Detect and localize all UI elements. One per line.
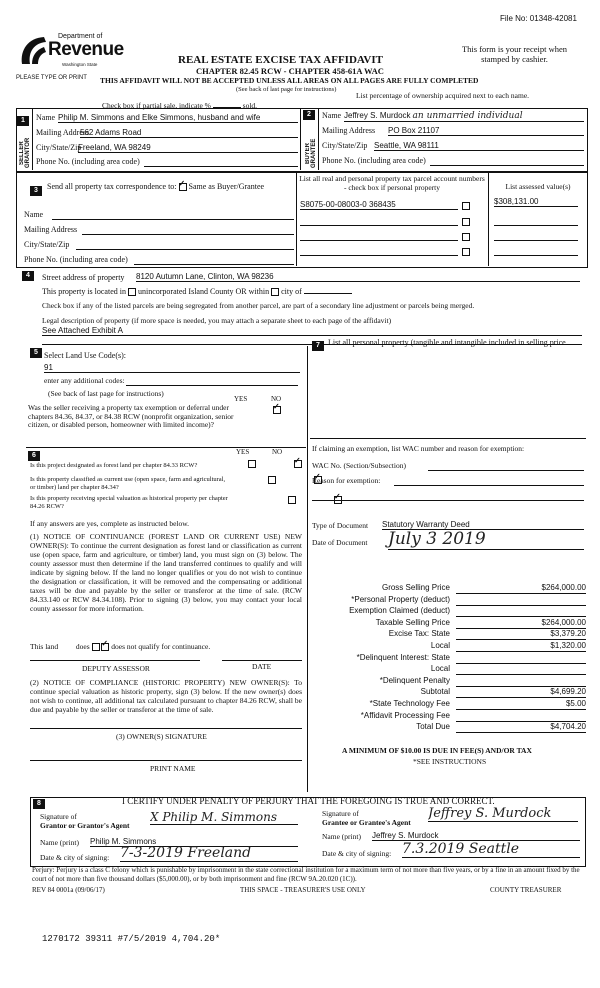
calc-row <box>318 595 586 606</box>
calc-row-label: *Personal Property (deduct) <box>351 594 450 604</box>
see-instructions: *SEE INSTRUCTIONS <box>413 757 487 766</box>
land-use-yes-header: YES <box>234 395 248 403</box>
revenue-logo-icon <box>18 34 50 68</box>
additional-codes-field[interactable] <box>126 376 298 386</box>
assessed-header: List assessed value(s) <box>505 182 571 191</box>
calc-row <box>318 606 586 617</box>
grantee-sig-label-2: Grantee or Grantee's Agent <box>322 818 411 827</box>
corr-name-label: Name <box>24 210 44 219</box>
does-not-label: does not <box>111 642 137 651</box>
buyer-mailing-field[interactable]: PO Box 21107 <box>388 126 584 136</box>
assessed-4-field[interactable] <box>494 246 578 256</box>
buyer-name-field[interactable] <box>344 111 584 122</box>
center-divider <box>307 346 308 792</box>
corr-city-field[interactable] <box>76 240 294 250</box>
s6-notice1: (1) NOTICE OF CONTINUANCE (FOREST LAND OR CURRENT USE) NEW OWNER(S): To continue the current designation as forest land or classification as current use (open space, farm and agriculture, or timber) land, you must sign on (3) below. The county assessor must then determine if the land transferred continues to qualify and will indicate by signing below. If the land no longer qualifies or you do not wish to continue the designation or classification, it will be removed and the compensating or additional taxes will be due and payable by the seller or transferor at the time of sale. (RCW 84.33.140 or RCW 84.34.108). Prior to signing (3) below, you may contact your local county assessor for more information. <box>30 532 302 613</box>
calc-row-value[interactable] <box>456 711 586 722</box>
parcel-1-field[interactable]: S8075-00-08003-0 368435 <box>300 200 458 210</box>
buyer-name-value: Jeffrey S. Murdock <box>344 111 411 120</box>
calc-row-label: Local <box>430 641 450 650</box>
parcel-1-personal-checkbox[interactable] <box>462 202 470 210</box>
partial-sale-label: Check box if partial sale, indicate % <box>102 101 211 110</box>
treasurer-space: THIS SPACE - TREASURER'S USE ONLY <box>240 886 366 894</box>
calc-row-value[interactable] <box>456 606 586 617</box>
qualify-label: qualify for continuance. <box>138 642 211 651</box>
seller-city-row <box>36 143 298 152</box>
section-5-number: 5 <box>30 348 42 358</box>
seller-phone-label: Phone No. (including area code) <box>36 157 140 166</box>
parcel-4-field[interactable] <box>300 246 458 256</box>
calc-row-label: Total Due <box>416 722 450 732</box>
calc-row-value[interactable]: $264,000.00 <box>456 618 586 629</box>
exemption-label: If claiming an exemption, list WAC number and reason for exemption: <box>312 444 525 453</box>
buyer-city-row <box>322 141 584 150</box>
section-6-number: 6 <box>28 451 40 461</box>
seller-mailing-field[interactable]: 562 Adams Road <box>80 128 298 138</box>
parcel-row-1 <box>300 200 480 210</box>
seller-name-field[interactable]: Philip M. Simmons and Elke Simmons, husband and wife <box>58 113 298 123</box>
percentage-note: List percentage of ownership acquired next to each name. <box>356 91 530 100</box>
wac-field[interactable] <box>428 461 584 471</box>
same-as-buyer-label: Same as Buyer/Grantee <box>188 182 265 191</box>
seller-mailing-label: Mailing Address <box>36 128 90 137</box>
grantee-date-field[interactable]: 7.3.2019 Seattle <box>402 841 580 858</box>
buyer-name-handwritten: an unmarried individual <box>412 111 523 121</box>
calc-row-label: *Delinquent Interest: State <box>356 652 450 662</box>
parcel-row-2 <box>300 216 480 226</box>
parcel-row-3 <box>300 231 480 241</box>
does-not-checkbox[interactable] <box>101 643 109 651</box>
grantor-name-field[interactable]: Philip M. Simmons <box>90 837 298 847</box>
reason-label: Reason for exemption: <box>312 476 381 485</box>
calc-row <box>318 653 586 664</box>
grantor-date-field[interactable]: 7-3-2019 Freeland <box>120 845 298 862</box>
section-2-number: 2 <box>303 110 315 120</box>
owner-sig-line[interactable] <box>30 728 302 729</box>
corr-mailing-row <box>24 225 294 234</box>
assessed-1-field[interactable]: $308,131.00 <box>494 197 578 207</box>
calc-row-label: *Delinquent Penalty <box>379 675 450 685</box>
grantor-sig-label-1: Signature of <box>40 812 77 821</box>
calc-row-value[interactable]: $3,379.20 <box>456 629 586 640</box>
calc-row-label: *Affidavit Processing Fee <box>360 710 450 720</box>
personal-property-label: List all personal property (tangible and intangible included in selling price. <box>328 338 568 347</box>
calc-row <box>318 687 586 698</box>
land-use-code-field[interactable]: 91 <box>44 363 300 373</box>
form-title: REAL ESTATE EXCISE TAX AFFIDAVIT <box>178 54 383 66</box>
calc-row <box>318 641 586 652</box>
buyer-city-label: City/State/Zip <box>322 141 368 150</box>
doc-date-field[interactable]: July 3 2019 <box>388 529 584 550</box>
deputy-date-label: DATE <box>252 662 272 671</box>
continuance-row <box>30 642 210 651</box>
county-treasurer: COUNTY TREASURER <box>490 886 562 894</box>
calc-row-value[interactable] <box>456 595 586 606</box>
s6-q1-no-checkbox[interactable] <box>294 460 302 468</box>
dor-logo <box>18 32 128 72</box>
buyer-side-label: BUYER GRANTEE <box>305 138 317 168</box>
grantor-date-label: Date & city of signing: <box>40 853 110 862</box>
land-use-see-back: (See back of last page for instructions) <box>48 389 164 398</box>
certify-statement: I CERTIFY UNDER PENALTY OF PERJURY THAT THE FOREGOING IS TRUE AND CORRECT. <box>122 796 495 806</box>
parcel-row-4 <box>300 246 480 256</box>
seller-city-field[interactable]: Freeland, WA 98249 <box>78 143 298 153</box>
calc-row-label: Taxable Selling Price <box>375 617 450 627</box>
section-1-number: 1 <box>17 116 29 126</box>
please-type: PLEASE TYPE OR PRINT <box>16 75 87 81</box>
corr-city-row <box>24 240 294 249</box>
section-7-number: 7 <box>312 341 324 351</box>
correspondence-label <box>47 182 264 191</box>
file-number: File No: 01348-42081 <box>500 14 577 23</box>
calc-row <box>318 629 586 640</box>
wac-label: WAC No. (Section/Subsection) <box>312 461 406 470</box>
calc-row-value[interactable] <box>456 653 586 664</box>
buyer-name-label: Name <box>322 111 342 120</box>
s6-any-yes: If any answers are yes, complete as instructed below. <box>30 519 190 528</box>
doc-date-label: Date of Document <box>312 538 368 547</box>
section-4-number: 4 <box>22 271 34 281</box>
calc-row-value[interactable]: $264,000.00 <box>456 583 586 594</box>
calc-row-value[interactable]: $4,704.20 <box>456 722 586 733</box>
parcels-header: List all real and personal property tax parcel account numbers - check box if personal property <box>299 174 485 192</box>
assessed-2-field[interactable] <box>494 216 578 226</box>
s6-q1: Is this project designated as forest land per chapter 84.33 RCW? <box>30 462 198 469</box>
unincorporated-checkbox[interactable] <box>128 288 136 296</box>
reason-row <box>312 476 584 485</box>
s6-notice2: (2) NOTICE OF COMPLIANCE (HISTORIC PROPERTY) NEW OWNER(S): To continue special valuation as historic property, sign (3) below. If the new owner(s) does not wish to continue, all additional tax calculated pursuant to chapter 84.26 RCW, shall be due and payable by the seller or transferor at the time of sale. <box>30 678 302 714</box>
calc-row-value[interactable] <box>456 664 586 675</box>
corr-phone-field[interactable] <box>134 255 294 265</box>
logo-dept: Department of <box>58 33 103 40</box>
corr-phone-row <box>24 255 294 264</box>
buyer-mailing-row <box>322 126 584 135</box>
logo-name: Revenue <box>48 39 124 60</box>
sold-label: sold. <box>242 101 258 110</box>
seller-city-label: City/State/Zip <box>36 143 82 152</box>
corr-name-field[interactable] <box>52 210 294 220</box>
calc-row-label: Exemption Claimed (deduct) <box>349 606 450 616</box>
unincorporated-label: unincorporated Island County OR within <box>137 287 270 296</box>
exemption-question: Was the seller receiving a property tax exemption or deferral under chapters 84.36, 84.37, or 84.38 RCW (nonprofit organization, senior citizen, or disabled person, homeowner with limited income)? <box>28 403 234 429</box>
grantee-name-field[interactable]: Jeffrey S. Murdock <box>372 831 580 841</box>
wac-row <box>312 461 584 470</box>
street-field[interactable]: 8120 Autumn Lane, Clinton, WA 98236 <box>136 272 580 282</box>
grantor-sig-label-2: Grantor or Grantor's Agent <box>40 821 130 830</box>
located-label: This property is located in <box>42 287 126 296</box>
calc-row-value[interactable]: $5.00 <box>456 699 586 710</box>
buyer-phone-label: Phone No. (including area code) <box>322 156 426 165</box>
doc-type-field[interactable]: Statutory Warranty Deed <box>382 520 584 530</box>
reason-field[interactable] <box>394 476 584 486</box>
corr-phone-label: Phone No. (including area code) <box>24 255 128 264</box>
calc-row <box>318 676 586 687</box>
grantee-signature-field[interactable]: Jeffrey S. Murdock <box>428 806 578 822</box>
minimum-due: A MINIMUM OF $10.00 IS DUE IN FEE(S) AND/OR TAX <box>342 746 532 755</box>
segregated-label: Check box if any of the listed parcels are being segregated from another parcel, are part of a secondary line adjustment or parcels being merged. <box>42 301 475 310</box>
parcel-2-personal-checkbox[interactable] <box>462 218 470 226</box>
grantee-sig-label <box>322 809 411 827</box>
corr-city-label: City/State/Zip <box>24 240 70 249</box>
logo-state: Washington State <box>62 62 98 67</box>
grantee-name-row <box>322 832 580 841</box>
s6-no-header: NO <box>272 448 283 456</box>
assessed-3-field[interactable] <box>494 231 578 241</box>
print-name-label: PRINT NAME <box>150 764 196 773</box>
calc-row-label: Subtotal <box>420 687 450 697</box>
s6-q3-yes-checkbox[interactable] <box>288 496 296 504</box>
s6-q2-yes-checkbox[interactable] <box>268 476 276 484</box>
owner-sig-label: (3) OWNER(S) SIGNATURE <box>116 732 207 741</box>
grantor-signature-field[interactable]: X Philip M. Simmons <box>150 810 298 825</box>
calc-row-label: *State Technology Fee <box>369 699 450 708</box>
calc-row-value[interactable]: $4,699.20 <box>456 687 586 698</box>
buyer-city-field[interactable]: Seattle, WA 98111 <box>374 141 584 151</box>
print-name-line[interactable] <box>30 760 302 761</box>
land-use-no-header: NO <box>271 395 282 403</box>
calc-row-label: Gross Selling Price <box>381 583 450 592</box>
calc-row <box>318 699 586 710</box>
calc-row <box>318 711 586 722</box>
seller-side-label: SELLER GRANTOR <box>19 137 31 168</box>
s6-q3: Is this property receiving special valuation as historical property per chapter 84.26 RCW? <box>30 495 228 510</box>
grantor-name-label: Name (print) <box>40 838 79 847</box>
deputy-date-line[interactable] <box>222 660 302 661</box>
seller-phone-row <box>36 157 298 166</box>
buyer-mailing-label: Mailing Address <box>322 126 376 135</box>
legal-desc-field[interactable]: See Attached Exhibit A <box>42 326 582 336</box>
city-of-checkbox[interactable] <box>271 288 279 296</box>
rev-number: REV 84 0001a (09/06/17) <box>32 886 105 894</box>
street-row <box>42 273 582 282</box>
parcel-3-field[interactable] <box>300 231 458 241</box>
calc-row <box>318 722 586 733</box>
deputy-assessor-label: DEPUTY ASSESSOR <box>82 664 150 673</box>
corr-mailing-field[interactable] <box>82 225 294 235</box>
parcel-2-field[interactable] <box>300 216 458 226</box>
calc-row <box>318 618 586 629</box>
parcel-3-personal-checkbox[interactable] <box>462 233 470 241</box>
see-back-header: (See back of last page for instructions) <box>236 86 337 93</box>
exemption-no-checkbox[interactable] <box>273 406 281 414</box>
form-subtitle: CHAPTER 82.45 RCW - CHAPTER 458-61A WAC <box>196 66 384 76</box>
buyer-phone-field[interactable] <box>430 156 584 166</box>
legal-desc-label: Legal description of property (if more space is needed, you may attach a separate sheet to each page of the affidavit) <box>42 316 392 325</box>
s6-q1-yes-checkbox[interactable] <box>248 460 256 468</box>
s6-yes-header: YES <box>236 448 250 456</box>
doc-type-label: Type of Document <box>312 521 369 530</box>
city-of-field[interactable] <box>304 293 352 294</box>
seller-phone-field[interactable] <box>144 157 298 167</box>
form-warning: THIS AFFIDAVIT WILL NOT BE ACCEPTED UNLESS ALL AREAS ON ALL PAGES ARE FULLY COMPLETED <box>100 76 479 85</box>
calc-row <box>318 664 586 675</box>
seller-name-row <box>36 113 298 122</box>
grantee-sig-label-1: Signature of <box>322 809 359 818</box>
section-8-number: 8 <box>33 799 45 809</box>
section-3-number: 3 <box>30 186 42 196</box>
located-row <box>42 287 352 296</box>
buyer-phone-row <box>322 156 584 165</box>
calc-row <box>318 583 586 594</box>
additional-codes-label: enter any additional codes: <box>44 376 125 385</box>
grantee-name-label: Name (print) <box>322 832 361 841</box>
buyer-name-row <box>322 111 584 120</box>
corr-name-row <box>24 210 294 219</box>
calc-row-label: Excise Tax: State <box>388 629 450 639</box>
correspondence-text: Send all property tax correspondence to: <box>47 182 177 191</box>
receipt-note: This form is your receipt when stamped by cashier. <box>461 44 568 64</box>
seller-name-label: Name <box>36 113 56 122</box>
treasurer-stamp: 1270172 39311 #7/5/2019 4,704.20* <box>42 934 221 944</box>
grantee-date-row <box>322 841 580 858</box>
calc-row-value[interactable] <box>456 676 586 687</box>
s6-q2: Is this property classified as current use (open space, farm and agricultural, or timber) land per chapter 84.34? <box>30 476 226 491</box>
segregated-row <box>42 301 474 310</box>
does-label: does <box>75 642 90 651</box>
land-use-label: Select Land Use Code(s): <box>44 351 126 360</box>
grantor-date-row <box>40 845 300 862</box>
does-checkbox[interactable] <box>92 643 100 651</box>
grantor-sig-label <box>40 812 130 830</box>
city-of-label: city of <box>281 287 302 296</box>
seller-mailing-row <box>36 128 298 137</box>
corr-mailing-label: Mailing Address <box>24 225 78 234</box>
calc-row-value[interactable]: $1,320.00 <box>456 641 586 652</box>
calc-row-label: Local <box>430 664 450 674</box>
deputy-sig-line[interactable] <box>30 660 200 661</box>
this-land-label: This land <box>30 642 59 651</box>
street-label: Street address of property <box>42 273 125 282</box>
same-as-buyer-checkbox[interactable] <box>179 183 187 191</box>
doc-date-row <box>312 529 584 549</box>
perjury-notice: Perjury: Perjury is a class C felony which is punishable by imprisonment in the state correctional institution for a maximum term of not more than five years, or by a fine in an amount fixed by the court of not more than five thousand dollars ($5,000.00), or by both imprisonment and fine (RCW 9A.20.020 (1C)). <box>32 866 580 883</box>
parcel-4-personal-checkbox[interactable] <box>462 248 470 256</box>
grantee-date-label: Date & city of signing: <box>322 849 392 858</box>
